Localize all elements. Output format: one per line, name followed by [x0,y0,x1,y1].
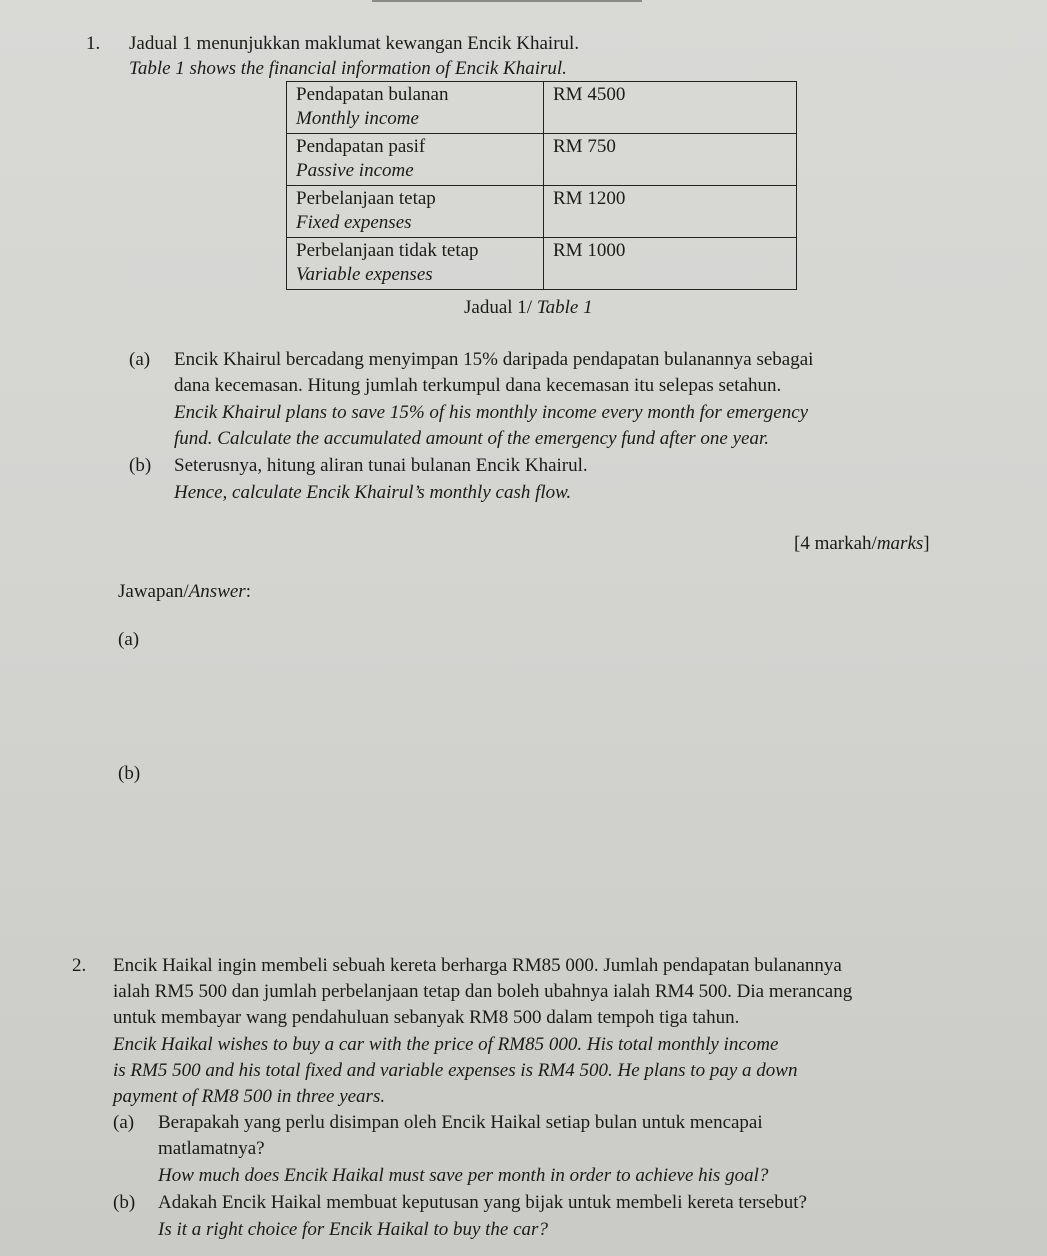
q2-number: 2. [72,955,87,976]
row-label-en: Variable expenses [296,264,433,285]
q2-en-line2: is RM5 500 and his total fixed and variable expenses is RM4 500. He plans to pay a down [113,1060,798,1081]
q2a-ms-line1: Berapakah yang perlu disimpan oleh Encik Haikal setiap bulan untuk mencapai [158,1112,763,1133]
q2-en-line1: Encik Haikal wishes to buy a car with the price of RM85 000. His total monthly income [113,1034,779,1055]
q1-number: 1. [86,33,101,54]
table-cell-label [287,134,544,186]
answer-b-label: (b) [118,763,141,784]
table-row [287,82,797,134]
row-label-ms: Perbelanjaan tidak tetap [296,240,479,261]
q2-ms-line3: untuk membayar wang pendahuluan sebanyak RM8 500 dalam tempoh tiga tahun. [113,1007,740,1028]
row-value: RM 750 [544,134,797,186]
q1a-line4: fund. Calculate the accumulated amount of the emergency fund after one year. [174,428,770,449]
caption-en: Table 1 [536,297,593,318]
financial-table [286,81,797,290]
row-label-en: Fixed expenses [296,212,412,233]
q1-intro-en: Table 1 shows the financial information of Encik Khairul. [129,58,567,79]
table-cell-label [287,238,544,290]
q2-ms-line1: Encik Haikal ingin membeli sebuah kereta berharga RM85 000. Jumlah pendapatan bulanannya [113,955,842,976]
row-value: RM 4500 [544,82,797,134]
row-label-ms: Perbelanjaan tetap [296,188,436,209]
table-cell-label [287,186,544,238]
row-label-en: Monthly income [296,108,419,129]
table-row [287,134,797,186]
row-label-en: Passive income [296,160,414,181]
q1a-line1: Encik Khairul bercadang menyimpan 15% daripada pendapatan bulanannya sebagai [174,349,814,370]
answer-heading-en: Answer [188,581,246,602]
caption-ms: Jadual 1/ [464,297,533,318]
answer-heading [118,579,251,605]
table-row [287,238,797,290]
q2b-ms-line1: Adakah Encik Haikal membuat keputusan yang bijak untuk membeli kereta tersebut? [158,1192,807,1213]
q1b-label: (b) [129,455,152,476]
marks-en: marks [876,533,924,554]
q1a-line2: dana kecemasan. Hitung jumlah terkumpul dana kecemasan itu selepas setahun. [174,375,782,396]
q1b-line2: Hence, calculate Encik Khairul’s monthly cash flow. [174,482,572,503]
q1-intro-ms: Jadual 1 menunjukkan maklumat kewangan Encik Khairul. [129,33,580,54]
q2a-ms-line2: matlamatnya? [158,1138,265,1159]
marks-ms: [4 markah/ [794,533,877,554]
q1a-label: (a) [129,349,151,370]
row-value: RM 1200 [544,186,797,238]
q2a-en-line1: How much does Encik Haikal must save per month in order to achieve his goal? [158,1165,769,1186]
row-value: RM 1000 [544,238,797,290]
table-row [287,186,797,238]
q2a-label: (a) [113,1112,135,1133]
q1a-line3: Encik Khairul plans to save 15% of his monthly income every month for emergency [174,402,809,423]
q2b-label: (b) [113,1192,136,1213]
marks-close: ] [923,533,930,554]
answer-heading-colon: : [245,581,251,602]
row-label-ms: Pendapatan pasif [296,136,426,157]
top-rule [372,0,642,6]
answer-a-label: (a) [118,629,140,650]
q2-ms-line2: ialah RM5 500 dan jumlah perbelanjaan tetap dan boleh ubahnya ialah RM4 500. Dia merancang [113,981,853,1002]
q1b-line1: Seterusnya, hitung aliran tunai bulanan Encik Khairul. [174,455,588,476]
q2b-en-line1: Is it a right choice for Encik Haikal to buy the car? [158,1219,548,1240]
answer-heading-ms: Jawapan/ [118,581,189,602]
table-cell-label [287,82,544,134]
q2-en-line3: payment of RM8 500 in three years. [113,1086,386,1107]
row-label-ms: Pendapatan bulanan [296,84,449,105]
marks-label [794,531,930,557]
table-caption [464,295,593,321]
